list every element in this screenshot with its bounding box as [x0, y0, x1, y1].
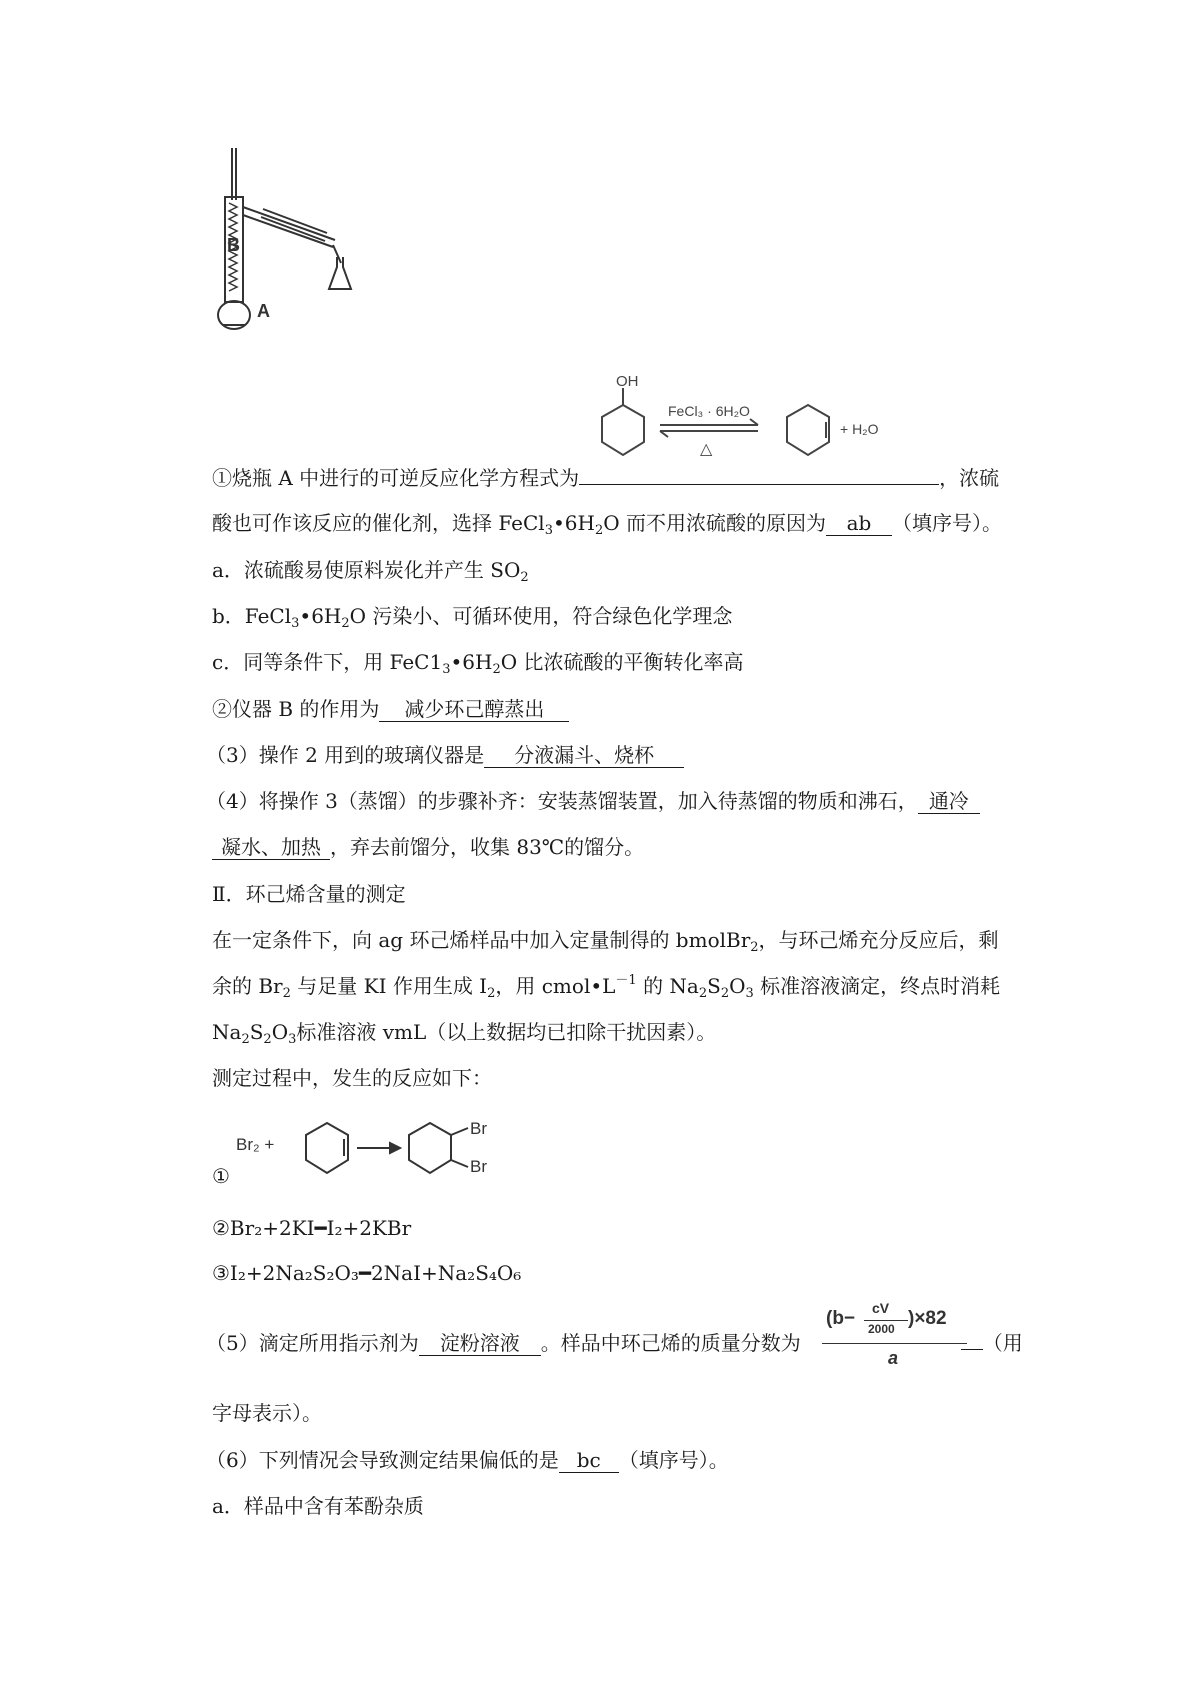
sub: 2	[520, 570, 529, 585]
distillation-apparatus-figure	[205, 145, 385, 365]
catalyst-label: FeCl₃ · 6H₂O	[668, 403, 750, 419]
option-c-text: O 比浓硫酸的平衡转化率高	[500, 650, 744, 674]
q3-text: （3）操作 2 用到的玻璃仪器是	[206, 743, 485, 767]
sub: 3	[442, 662, 451, 677]
para-text: 标准溶液 vmL（以上数据均已扣除干扰因素）。	[296, 1020, 717, 1044]
sub: 3	[288, 1032, 297, 1047]
q6-answer: bc	[559, 1448, 619, 1473]
para-text: 的 Na	[643, 974, 699, 998]
para-text: Na	[212, 1020, 242, 1044]
oh-label: OH	[616, 373, 639, 390]
sub: 2	[750, 940, 759, 955]
q4-line1	[206, 787, 980, 815]
q1-equation-blank	[579, 484, 939, 485]
para-text: ，与环己烯充分反应后，剩	[758, 928, 999, 952]
q1-answer: ab	[826, 511, 892, 536]
option-a	[212, 556, 529, 584]
sub: 2	[241, 1032, 250, 1047]
option-a2: a．样品中含有苯酚杂质	[212, 1494, 424, 1518]
section-title: Ⅱ．环己烯含量的测定	[212, 882, 406, 906]
mass-fraction-expression	[822, 1300, 972, 1380]
para-text: S	[707, 974, 721, 998]
frac-num-left: (b−	[826, 1308, 856, 1329]
q6-line	[206, 1446, 729, 1474]
dehydration-reaction-figure	[598, 370, 948, 475]
q2-answer: 减少环己醇蒸出	[379, 697, 569, 722]
sub: 2	[698, 986, 708, 1001]
para-line3	[212, 1018, 716, 1046]
sub: 3	[544, 523, 553, 538]
option-a-text: a．浓硫酸易使原料炭化并产生 SO	[212, 558, 521, 582]
sub: 2	[492, 662, 501, 677]
reaction2: ②Br₂+2KI━I₂+2KBr	[212, 1216, 412, 1240]
sub: 2	[594, 523, 604, 538]
q1-text: （填序号）。	[891, 511, 1002, 535]
br-top: Br	[470, 1119, 487, 1138]
para-text: 标准溶液滴定，终点时消耗	[760, 974, 1001, 998]
para-text: S	[249, 1020, 264, 1044]
option-b-text: •6H	[299, 604, 342, 628]
para-line4: 测定过程中，发生的反应如下：	[212, 1066, 492, 1090]
sup: －1	[615, 973, 637, 988]
q3-line	[206, 741, 684, 769]
para-text: ，用 cmol•L	[495, 974, 616, 998]
q2-line	[212, 695, 569, 723]
option-c-text: •6H	[450, 650, 493, 674]
q1-line2	[212, 509, 1002, 537]
label-a: A	[257, 301, 270, 321]
q1-text: O 而不用浓硫酸的原因为	[603, 511, 826, 535]
label-b: B	[227, 235, 240, 255]
water-product: + H₂O	[840, 421, 879, 437]
q4-line2	[212, 833, 644, 861]
sub: 2	[282, 986, 291, 1001]
q5-text: 。样品中环己烯的质量分数为	[540, 1331, 801, 1355]
q5-text: （5）滴定所用指示剂为	[206, 1331, 419, 1355]
sub: 2	[487, 986, 496, 1001]
q1-tail: ，浓硫	[939, 466, 1000, 490]
para-text: O	[271, 1020, 289, 1044]
q4-answer-part2: 凝水、加热	[212, 835, 330, 860]
option-b-text: O 污染小、可循环使用，符合绿色化学理念	[349, 604, 733, 628]
q1-text: •6H	[552, 511, 595, 535]
br-bottom: Br	[470, 1157, 487, 1176]
heat-symbol: △	[700, 441, 713, 458]
q4-answer-part1: 通冷	[918, 789, 980, 814]
q5-line2: 字母表示）。	[212, 1401, 322, 1425]
q1-line1	[212, 464, 999, 492]
para-text: 与足量 KI 作用生成 I	[297, 974, 488, 998]
q5-tail: （用	[982, 1331, 1023, 1355]
option-b	[212, 602, 732, 630]
option-c-text: c．同等条件下，用 FeC1	[212, 650, 443, 674]
sub: 3	[745, 986, 754, 1001]
main-fraction-bar	[822, 1343, 967, 1344]
q1-intro: ①烧瓶 A 中进行的可逆反应化学方程式为	[212, 466, 580, 490]
para-text: O	[729, 974, 746, 998]
frac-2000: 2000	[868, 1322, 895, 1336]
q3-answer: 分液漏斗、烧杯	[484, 743, 684, 768]
q6-text: （6）下列情况会导致测定结果偏低的是	[206, 1448, 559, 1472]
para-line2	[212, 972, 1000, 1000]
sub: 2	[341, 616, 350, 631]
option-b-text: b．FeCl	[212, 604, 292, 628]
inner-fraction-bar	[864, 1320, 908, 1321]
sub: 2	[263, 1032, 272, 1047]
frac-cv: cV	[872, 1300, 890, 1316]
option-c	[212, 648, 744, 676]
q6-tail: （填序号）。	[618, 1448, 729, 1472]
reaction1-number: ①	[212, 1164, 230, 1188]
q5-answer: 淀粉溶液	[419, 1331, 541, 1356]
q2-text: ②仪器 B 的作用为	[212, 697, 380, 721]
para-text: 余的 Br	[212, 974, 283, 998]
frac-x82: )×82	[908, 1308, 947, 1329]
q4-text: （4）将操作 3（蒸馏）的步骤补齐：安装蒸馏装置，加入待蒸馏的物质和沸石，	[206, 789, 918, 813]
q1-text: 酸也可作该反应的催化剂，选择 FeCl	[212, 511, 545, 535]
bromination-reaction-figure	[232, 1108, 512, 1198]
reaction3: ③I₂+2Na₂S₂O₃━2NaI+Na₂S₄O₆	[212, 1261, 522, 1285]
q4-tail: ，弃去前馏分，收集 83℃的馏分。	[330, 835, 645, 859]
para-text: 在一定条件下，向 ag 环己烯样品中加入定量制得的 bmolBr	[212, 928, 751, 952]
frac-den: a	[888, 1348, 899, 1368]
sub: 2	[720, 986, 730, 1001]
br2-plus: Br₂ +	[236, 1135, 275, 1154]
sub: 3	[291, 616, 300, 631]
para-line1	[212, 926, 999, 954]
